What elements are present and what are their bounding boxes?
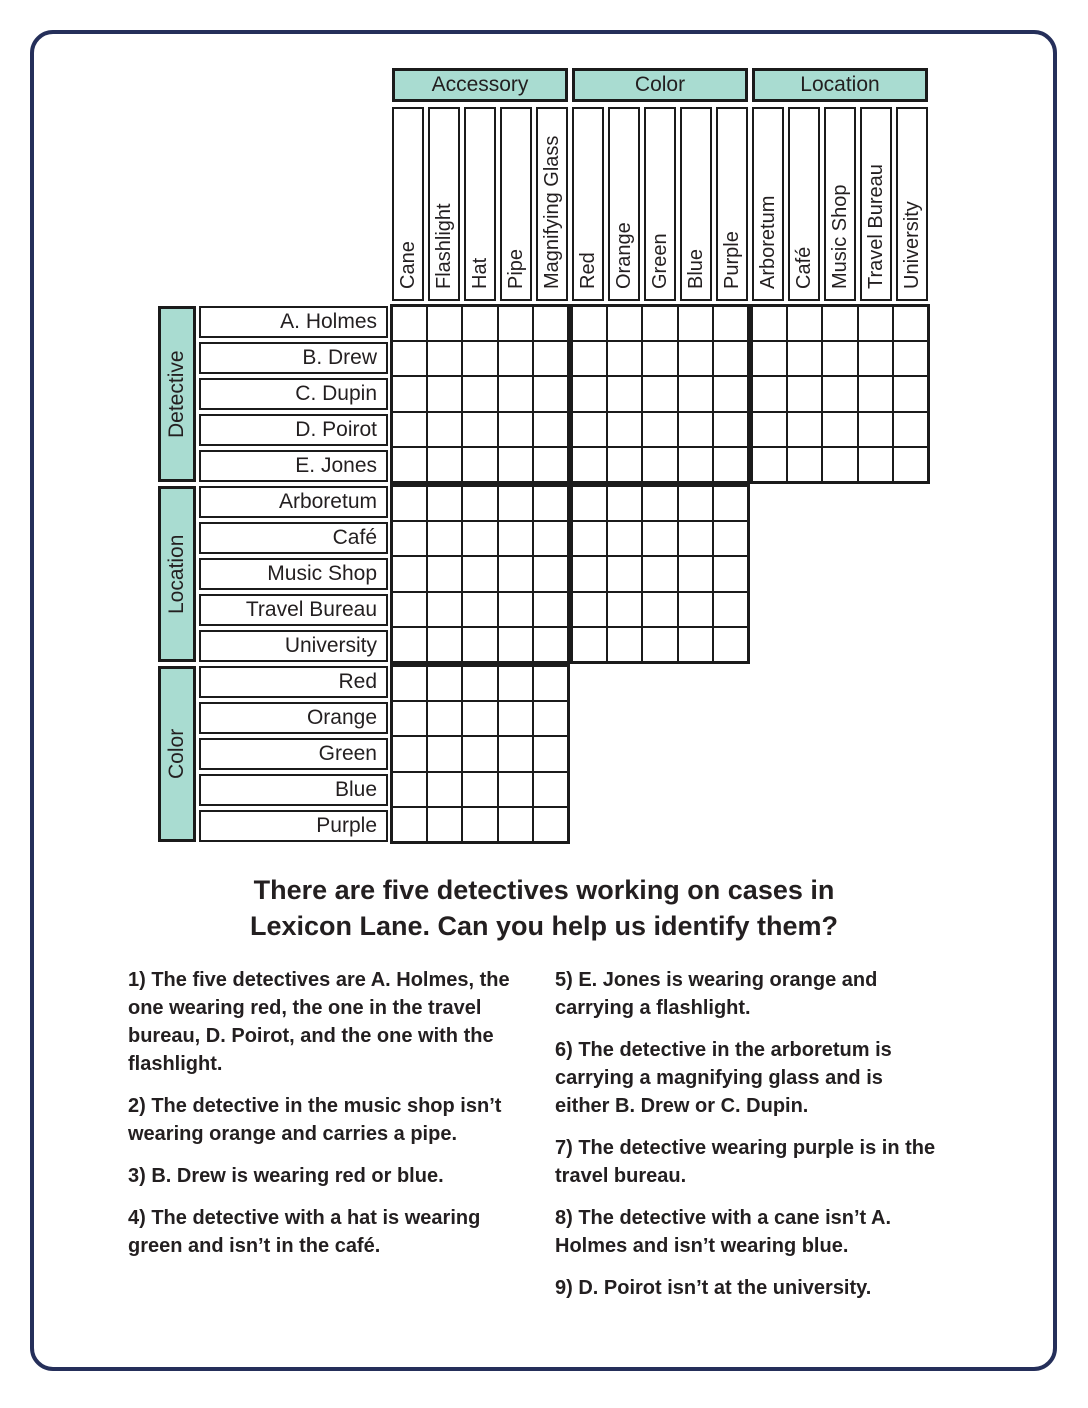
- grid-cell[interactable]: [534, 413, 567, 446]
- grid-block-location-color: [570, 484, 750, 664]
- grid-cell[interactable]: [463, 342, 496, 375]
- clue-5: 5) E. Jones is wearing orange and carrying a flashlight.: [555, 969, 878, 1019]
- grid-cell[interactable]: [428, 342, 461, 375]
- grid-cell[interactable]: [534, 377, 567, 410]
- grid-cell[interactable]: [393, 593, 426, 626]
- grid-cell[interactable]: [714, 342, 747, 375]
- row-group-color: Color: [158, 666, 196, 842]
- column-label-hat: Hat: [464, 107, 496, 301]
- column-label-cafe: Café: [788, 107, 820, 301]
- grid-cell[interactable]: [428, 593, 461, 626]
- grid-cell[interactable]: [534, 342, 567, 375]
- grid-cell[interactable]: [823, 377, 856, 410]
- grid-cell[interactable]: [643, 377, 676, 410]
- column-label-arboretum: Arboretum: [752, 107, 784, 301]
- grid-cell[interactable]: [393, 628, 426, 661]
- grid-cell[interactable]: [608, 307, 641, 340]
- grid-cell[interactable]: [643, 522, 676, 555]
- row-label-a-holmes: A. Holmes: [199, 306, 388, 338]
- grid-cell[interactable]: [643, 628, 676, 661]
- clue-1: 1) The five detectives are A. Holmes, the one wearing red, the one in the travel bureau, D. Poirot, and the one with the flashlight.: [128, 969, 510, 1075]
- grid-cell[interactable]: [608, 557, 641, 590]
- grid-cell[interactable]: [573, 448, 606, 481]
- grid-cell[interactable]: [608, 628, 641, 661]
- grid-cell[interactable]: [393, 702, 426, 735]
- row-group-detective: Detective: [158, 306, 196, 482]
- column-label-red: Red: [572, 107, 604, 301]
- grid-cell[interactable]: [679, 593, 712, 626]
- grid-cell[interactable]: [788, 413, 821, 446]
- grid-cell[interactable]: [643, 307, 676, 340]
- grid-cell[interactable]: [428, 628, 461, 661]
- grid-cell[interactable]: [499, 737, 532, 770]
- grid-block-location-accessory: [390, 484, 570, 664]
- grid-cell[interactable]: [679, 377, 712, 410]
- grid-cell[interactable]: [534, 667, 567, 700]
- row-label-music-shop: Music Shop: [199, 558, 388, 590]
- grid-cell[interactable]: [608, 377, 641, 410]
- grid-cell[interactable]: [499, 773, 532, 806]
- grid-cell[interactable]: [573, 628, 606, 661]
- grid-cell[interactable]: [643, 557, 676, 590]
- grid-cell[interactable]: [393, 413, 426, 446]
- grid-cell[interactable]: [463, 522, 496, 555]
- clue-6: 6) The detective in the arboretum is carrying a magnifying glass and is either B. Drew or C. Dupin.: [555, 1039, 892, 1117]
- grid-cell[interactable]: [393, 737, 426, 770]
- row-label-red: Red: [199, 666, 388, 698]
- grid-cell[interactable]: [428, 307, 461, 340]
- grid-cell[interactable]: [393, 307, 426, 340]
- grid-cell[interactable]: [573, 307, 606, 340]
- grid-cell[interactable]: [428, 737, 461, 770]
- row-label-b-drew: B. Drew: [199, 342, 388, 374]
- clue-9: 9) D. Poirot isn’t at the university.: [555, 1277, 872, 1299]
- grid-cell[interactable]: [679, 307, 712, 340]
- column-group-header-color: Color: [572, 68, 748, 102]
- grid-cell[interactable]: [608, 593, 641, 626]
- grid-cell[interactable]: [608, 413, 641, 446]
- grid-cell[interactable]: [753, 448, 786, 481]
- grid-cell[interactable]: [679, 413, 712, 446]
- column-label-magnifying-glass: Magnifying Glass: [536, 107, 568, 301]
- column-group-header-location: Location: [752, 68, 928, 102]
- clues-column-right: [555, 966, 940, 1316]
- grid-cell[interactable]: [393, 342, 426, 375]
- grid-cell[interactable]: [534, 773, 567, 806]
- row-label-e-jones: E. Jones: [199, 450, 388, 482]
- clue-7: 7) The detective wearing purple is in the travel bureau.: [555, 1137, 936, 1187]
- puzzle-title: [0, 872, 1088, 944]
- grid-cell[interactable]: [573, 413, 606, 446]
- grid-cell[interactable]: [823, 342, 856, 375]
- grid-cell[interactable]: [499, 557, 532, 590]
- grid-cell[interactable]: [573, 593, 606, 626]
- row-label-d-poirot: D. Poirot: [199, 414, 388, 446]
- row-label-arboretum: Arboretum: [199, 486, 388, 518]
- grid-cell[interactable]: [428, 667, 461, 700]
- grid-cell[interactable]: [428, 377, 461, 410]
- grid-cell[interactable]: [679, 448, 712, 481]
- grid-cell[interactable]: [393, 522, 426, 555]
- grid-cell[interactable]: [788, 448, 821, 481]
- grid-cell[interactable]: [573, 522, 606, 555]
- grid-block-color-accessory: [390, 664, 570, 844]
- grid-cell[interactable]: [463, 487, 496, 520]
- row-label-cafe: Café: [199, 522, 388, 554]
- grid-cell[interactable]: [534, 702, 567, 735]
- grid-cell[interactable]: [679, 487, 712, 520]
- grid-cell[interactable]: [894, 448, 927, 481]
- grid-cell[interactable]: [894, 342, 927, 375]
- grid-cell[interactable]: [859, 448, 892, 481]
- grid-cell[interactable]: [679, 557, 712, 590]
- grid-cell[interactable]: [393, 377, 426, 410]
- grid-block-detective-color: [570, 304, 750, 484]
- grid-cell[interactable]: [499, 307, 532, 340]
- grid-cell[interactable]: [499, 377, 532, 410]
- grid-cell[interactable]: [714, 448, 747, 481]
- grid-cell[interactable]: [643, 448, 676, 481]
- row-group-location: Location: [158, 486, 196, 662]
- grid-cell[interactable]: [714, 307, 747, 340]
- grid-cell[interactable]: [714, 593, 747, 626]
- grid-cell[interactable]: [499, 342, 532, 375]
- row-label-university: University: [199, 630, 388, 662]
- grid-cell[interactable]: [534, 628, 567, 661]
- grid-cell[interactable]: [499, 413, 532, 446]
- grid-cell[interactable]: [823, 413, 856, 446]
- grid-cell[interactable]: [499, 808, 532, 841]
- column-label-university: University: [896, 107, 928, 301]
- grid-cell[interactable]: [859, 413, 892, 446]
- grid-cell[interactable]: [894, 377, 927, 410]
- grid-cell[interactable]: [643, 593, 676, 626]
- grid-cell[interactable]: [643, 487, 676, 520]
- grid-cell[interactable]: [463, 773, 496, 806]
- grid-cell[interactable]: [393, 448, 426, 481]
- row-label-c-dupin: C. Dupin: [199, 378, 388, 410]
- grid-cell[interactable]: [714, 628, 747, 661]
- grid-cell[interactable]: [643, 413, 676, 446]
- grid-cell[interactable]: [859, 342, 892, 375]
- grid-cell[interactable]: [393, 487, 426, 520]
- grid-cell[interactable]: [788, 377, 821, 410]
- column-label-orange: Orange: [608, 107, 640, 301]
- grid-cell[interactable]: [463, 808, 496, 841]
- grid-cell[interactable]: [608, 448, 641, 481]
- row-label-purple: Purple: [199, 810, 388, 842]
- grid-cell[interactable]: [534, 557, 567, 590]
- column-label-pipe: Pipe: [500, 107, 532, 301]
- grid-cell[interactable]: [499, 487, 532, 520]
- grid-cell[interactable]: [463, 702, 496, 735]
- grid-cell[interactable]: [573, 487, 606, 520]
- grid-cell[interactable]: [823, 448, 856, 481]
- column-label-cane: Cane: [392, 107, 424, 301]
- grid-cell[interactable]: [428, 487, 461, 520]
- grid-cell[interactable]: [753, 377, 786, 410]
- puzzle-title-line2: Lexicon Lane. Can you help us identify them?: [249, 911, 839, 941]
- grid-cell[interactable]: [894, 307, 927, 340]
- grid-cell[interactable]: [714, 487, 747, 520]
- grid-cell[interactable]: [428, 448, 461, 481]
- grid-cell[interactable]: [534, 448, 567, 481]
- column-label-green: Green: [644, 107, 676, 301]
- grid-cell[interactable]: [428, 702, 461, 735]
- grid-cell[interactable]: [499, 702, 532, 735]
- grid-cell[interactable]: [428, 773, 461, 806]
- grid-cell[interactable]: [608, 522, 641, 555]
- grid-cell[interactable]: [679, 628, 712, 661]
- grid-cell[interactable]: [753, 307, 786, 340]
- grid-cell[interactable]: [788, 342, 821, 375]
- grid-cell[interactable]: [534, 522, 567, 555]
- grid-cell[interactable]: [428, 557, 461, 590]
- grid-cell[interactable]: [463, 413, 496, 446]
- grid-cell[interactable]: [463, 377, 496, 410]
- grid-cell[interactable]: [534, 737, 567, 770]
- grid-cell[interactable]: [534, 487, 567, 520]
- grid-cell[interactable]: [679, 342, 712, 375]
- row-label-blue: Blue: [199, 774, 388, 806]
- row-label-green: Green: [199, 738, 388, 770]
- grid-cell[interactable]: [643, 342, 676, 375]
- grid-cell[interactable]: [499, 593, 532, 626]
- grid-cell[interactable]: [463, 557, 496, 590]
- grid-cell[interactable]: [428, 413, 461, 446]
- grid-cell[interactable]: [753, 342, 786, 375]
- grid-cell[interactable]: [499, 667, 532, 700]
- grid-cell[interactable]: [393, 808, 426, 841]
- column-group-header-accessory: Accessory: [392, 68, 568, 102]
- grid-cell[interactable]: [894, 413, 927, 446]
- grid-cell[interactable]: [859, 307, 892, 340]
- grid-cell[interactable]: [499, 522, 532, 555]
- grid-cell[interactable]: [463, 307, 496, 340]
- grid-cell[interactable]: [534, 593, 567, 626]
- grid-cell[interactable]: [499, 448, 532, 481]
- grid-cell[interactable]: [534, 808, 567, 841]
- clue-2: 2) The detective in the music shop isn’t wearing orange and carries a pipe.: [128, 1095, 502, 1145]
- grid-cell[interactable]: [463, 593, 496, 626]
- grid-cell[interactable]: [463, 628, 496, 661]
- grid-cell[interactable]: [428, 808, 461, 841]
- grid-cell[interactable]: [428, 522, 461, 555]
- grid-cell[interactable]: [714, 377, 747, 410]
- grid-cell[interactable]: [534, 307, 567, 340]
- grid-block-detective-accessory: [390, 304, 570, 484]
- grid-cell[interactable]: [788, 307, 821, 340]
- grid-cell[interactable]: [393, 557, 426, 590]
- grid-cell[interactable]: [608, 487, 641, 520]
- column-label-blue: Blue: [680, 107, 712, 301]
- grid-cell[interactable]: [823, 307, 856, 340]
- column-label-music-shop: Music Shop: [824, 107, 856, 301]
- grid-cell[interactable]: [714, 557, 747, 590]
- column-label-travel-bureau: Travel Bureau: [860, 107, 892, 301]
- clues-column-left: [128, 966, 513, 1274]
- grid-block-detective-location: [750, 304, 930, 484]
- grid-cell[interactable]: [499, 628, 532, 661]
- grid-cell[interactable]: [463, 448, 496, 481]
- grid-cell[interactable]: [573, 377, 606, 410]
- puzzle-title-line1: There are five detectives working on cases in: [253, 875, 835, 905]
- grid-cell[interactable]: [463, 737, 496, 770]
- grid-cell[interactable]: [714, 413, 747, 446]
- grid-cell[interactable]: [573, 342, 606, 375]
- grid-cell[interactable]: [463, 667, 496, 700]
- row-label-travel-bureau: Travel Bureau: [199, 594, 388, 626]
- column-label-purple: Purple: [716, 107, 748, 301]
- column-label-flashlight: Flashlight: [428, 107, 460, 301]
- clue-3: 3) B. Drew is wearing red or blue.: [128, 1165, 444, 1187]
- row-label-orange: Orange: [199, 702, 388, 734]
- grid-cell[interactable]: [859, 377, 892, 410]
- clue-8: 8) The detective with a cane isn’t A. Holmes and isn’t wearing blue.: [555, 1207, 892, 1257]
- clue-4: 4) The detective with a hat is wearing green and isn’t in the café.: [128, 1207, 481, 1257]
- grid-cell[interactable]: [608, 342, 641, 375]
- grid-cell[interactable]: [753, 413, 786, 446]
- grid-cell[interactable]: [393, 667, 426, 700]
- grid-cell[interactable]: [679, 522, 712, 555]
- grid-cell[interactable]: [573, 557, 606, 590]
- grid-cell[interactable]: [393, 773, 426, 806]
- grid-cell[interactable]: [714, 522, 747, 555]
